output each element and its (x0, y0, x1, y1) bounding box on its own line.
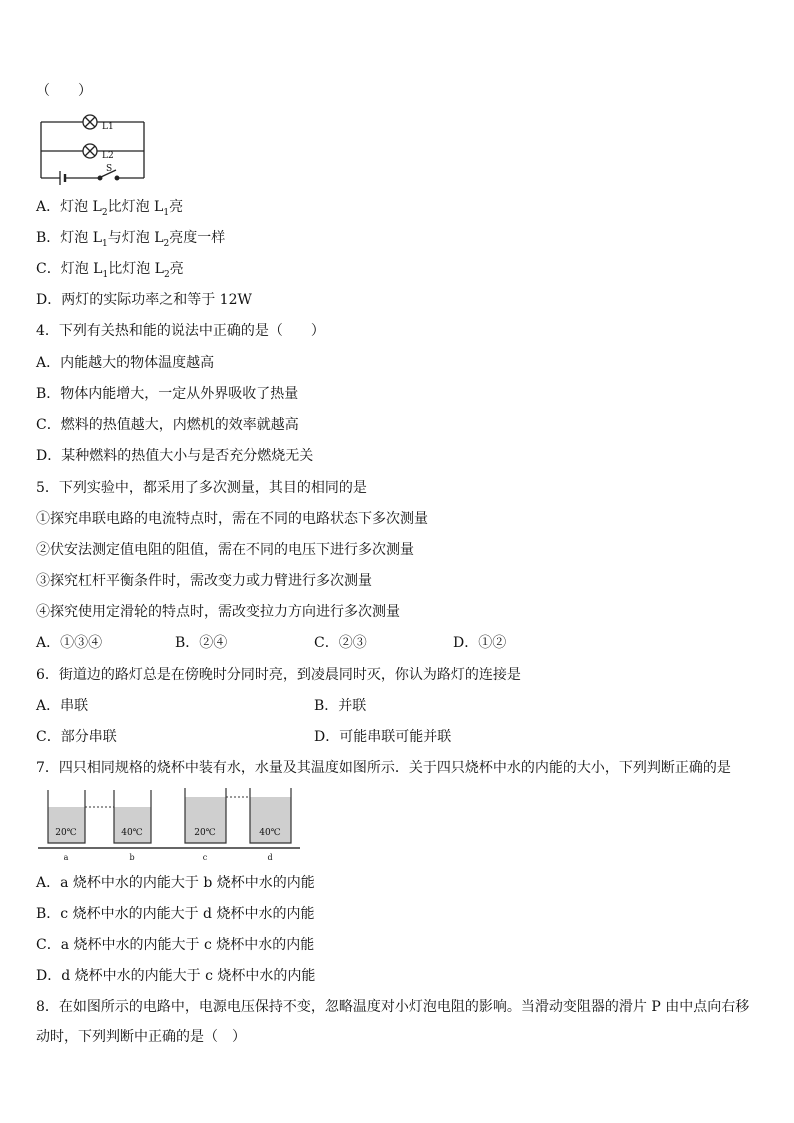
q5-statement-4: ④探究使用定滑轮的特点时，需改变拉力方向进行多次测量 (36, 604, 400, 620)
q6-option-d: D．可能串联可能并联 (314, 729, 452, 745)
q4-option-c: C．燃料的热值越大，内燃机的效率就越高 (36, 417, 299, 433)
q3-option-a: A．灯泡 $L_2$比灯泡 $L_1$亮 (36, 199, 184, 218)
beaker-b-label: b (129, 853, 135, 862)
q5-stem: 5．下列实验中，都采用了多次测量，其目的相同的是 (36, 480, 367, 496)
beaker-b-temp: 40℃ (121, 828, 143, 838)
q5-statement-2: ②伏安法测定值电阻的阻值，需在不同的电压下进行多次测量 (36, 542, 414, 558)
q5-statement-3: ③探究杠杆平衡条件时，需改变力或力臂进行多次测量 (36, 573, 372, 589)
q7-option-d: D．d 烧杯中水的内能大于 c 烧杯中水的内能 (36, 968, 316, 984)
beaker-a-temp: 20℃ (55, 828, 77, 838)
q6-option-a: A．串联 (36, 698, 89, 714)
lamp-l1-label: L1 (102, 122, 114, 132)
q3-option-b: B．灯泡 $L_1$与灯泡 $L_2$亮度一样 (36, 230, 226, 249)
q6-option-c: C．部分串联 (36, 729, 117, 745)
beaker-c-label: c (202, 853, 208, 862)
q7-option-a: A．a 烧杯中水的内能大于 b 烧杯中水的内能 (36, 875, 315, 891)
q4-option-b: B．物体内能增大，一定从外界吸收了热量 (36, 386, 299, 402)
q4-option-a: A．内能越大的物体温度越高 (36, 355, 215, 371)
q6-stem: 6．街道边的路灯总是在傍晚时分同时亮，到凌晨同时灭，你认为路灯的连接是 (36, 667, 521, 683)
q4-stem: 4．下列有关热和能的说法中正确的是（ ） (36, 323, 325, 339)
q4-option-d: D．某种燃料的热值大小与是否充分燃烧无关 (36, 448, 314, 464)
q7-stem: 7．四只相同规格的烧杯中装有水，水量及其温度如图所示．关于四只烧杯中水的内能的大小，下列判断正确的是 (36, 760, 731, 776)
q3-option-d: D．两灯的实际功率之和等于 12W (36, 292, 252, 308)
q5-option-a: A．①③④ (36, 635, 103, 651)
q7-option-c: C．a 烧杯中水的内能大于 c 烧杯中水的内能 (36, 937, 315, 953)
beakers-figure (38, 785, 300, 865)
lamp-l2-label: L2 (102, 151, 114, 161)
q3-answer-paren: （ ） (36, 83, 92, 99)
q5-option-c: C．②③ (314, 635, 367, 651)
q5-statement-1: ①探究串联电路的电流特点时，需在不同的电路状态下多次测量 (36, 511, 428, 527)
beaker-a-label: a (63, 853, 69, 862)
q6-option-b: B．并联 (314, 698, 367, 714)
beaker-d-label: d (267, 853, 273, 862)
q5-option-b: B．②④ (175, 635, 228, 651)
q7-option-b: B．c 烧杯中水的内能大于 d 烧杯中水的内能 (36, 906, 315, 922)
switch-label: S (106, 164, 113, 174)
beaker-c-temp: 20℃ (194, 828, 216, 838)
q3-option-c: C．灯泡 $L_1$比灯泡 $L_2$亮 (36, 261, 184, 280)
q8-stem: 8．在如图所示的电路中，电源电压保持不变，忽略温度对小灯泡电阻的影响。当滑动变阻器的滑片 P 由中点向右移动时，下列判断中正确的是（ ） (36, 999, 750, 1045)
parallel-circuit-diagram (36, 110, 156, 188)
q5-option-d: D．①② (453, 635, 507, 651)
beaker-d-temp: 40℃ (259, 828, 281, 838)
